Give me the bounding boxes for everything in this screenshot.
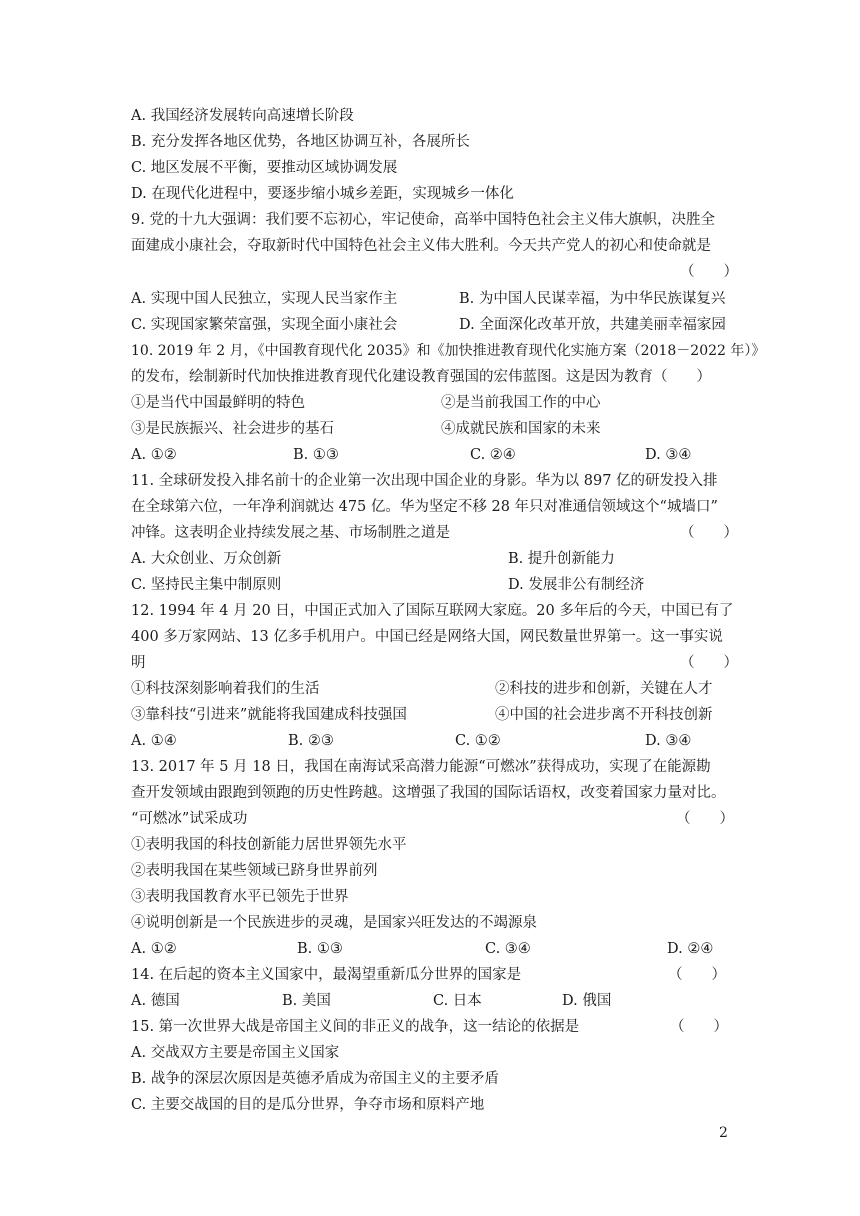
q14-answer-parentheses: （ ） — [668, 967, 726, 983]
q11-option-d: D. 发展非公有制经济 — [508, 577, 645, 593]
q10-statement-3: ③是民族振兴、社会进步的基石 — [131, 421, 334, 437]
q13-statement-3: ③表明我国教育水平已领先于世界 — [131, 889, 349, 905]
q12-stem-line-2: 400 多万家网站、13 亿多手机用户。中国已经是网络大国，网民数量世界第一。这一事实说 — [131, 629, 723, 645]
q14-option-c: C. 日本 — [433, 993, 482, 1009]
q9-answer-parentheses: （ ） — [680, 264, 738, 280]
q13-stem-line-3: “可燃冰”试采成功 — [131, 811, 248, 827]
q15-answer-parentheses: （ ） — [670, 1019, 728, 1035]
q14-option-d: D. 俄国 — [562, 993, 612, 1009]
q10-option-b: B. ①③ — [293, 447, 339, 463]
q13-option-c: C. ③④ — [485, 941, 531, 957]
q10-option-d: D. ③④ — [645, 447, 692, 463]
q13-option-b: B. ①③ — [297, 941, 343, 957]
q9-option-c: C. 实现国家繁荣富强，实现全面小康社会 — [131, 317, 398, 333]
q12-answer-parentheses: （ ） — [680, 655, 738, 671]
q12-stem-line-3: 明 — [131, 655, 146, 671]
q11-option-a: A. 大众创业、万众创新 — [131, 551, 282, 567]
q13-stem-line-2: 查开发领域由跟跑到领跑的历史性跨越。这增强了我国的国际话语权，改变着国家力量对比。 — [131, 785, 726, 801]
q11-stem-line-3: 冲锋。这表明企业持续发展之基、市场制胜之道是 — [131, 525, 450, 541]
q8-option-d: D. 在现代化进程中，要逐步缩小城乡差距，实现城乡一体化 — [131, 186, 514, 202]
q9-stem-line-1: 9. 党的十九大强调：我们要不忘初心，牢记使命，高举中国特色社会主义伟大旗帜，决胜全 — [131, 212, 715, 228]
page-number: 2 — [719, 1125, 728, 1141]
q11-stem-line-1: 11. 全球研发投入排名前十的企业第一次出现中国企业的身影。华为以 897 亿的研发投入排 — [131, 473, 718, 489]
q14-option-b: B. 美国 — [282, 993, 331, 1009]
q9-option-d: D. 全面深化改革开放，共建美丽幸福家园 — [459, 317, 726, 333]
q12-statement-2: ②科技的进步和创新，关键在人才 — [495, 681, 713, 697]
q13-option-a: A. ①② — [131, 941, 177, 957]
q15-option-a: A. 交战双方主要是帝国主义国家 — [131, 1045, 340, 1061]
q13-statement-4: ④说明创新是一个民族进步的灵魂，是国家兴旺发达的不竭源泉 — [131, 915, 537, 931]
q9-option-b: B. 为中国人民谋幸福，为中华民族谋复兴 — [459, 291, 726, 307]
q12-statement-3: ③靠科技“引进来”就能将我国建成科技强国 — [131, 707, 407, 723]
q8-option-c: C. 地区发展不平衡，要推动区域协调发展 — [131, 160, 398, 176]
q11-stem-line-2: 在全球第六位，一年净利润就达 475 亿。华为坚定不移 28 年只对准通信领域这个“城墙口” — [131, 499, 718, 515]
q13-stem-line-1: 13. 2017 年 5 月 18 日，我国在南海试采高潜力能源“可燃冰”获得成功，实现了在能源勘 — [131, 759, 711, 775]
q14-option-a: A. 德国 — [131, 993, 180, 1009]
q8-option-b: B. 充分发挥各地区优势，各地区协调互补，各展所长 — [131, 134, 470, 150]
q10-option-c: C. ②④ — [470, 447, 516, 463]
q12-option-d: D. ③④ — [645, 733, 692, 749]
q10-stem-line-1: 10. 2019 年 2 月，《中国教育现代化 2035》和《加快推进教育现代化实施方案（2018－2022 年）》 — [131, 343, 766, 359]
q15-stem: 15. 第一次世界大战是帝国主义间的非正义的战争，这一结论的依据是 — [131, 1019, 580, 1035]
q14-stem: 14. 在后起的资本主义国家中，最渴望重新瓜分世界的国家是 — [131, 967, 522, 983]
q15-option-c: C. 主要交战国的目的是瓜分世界，争夺市场和原料产地 — [131, 1097, 485, 1113]
q13-statement-2: ②表明我国在某些领域已跻身世界前列 — [131, 863, 378, 879]
q11-option-c: C. 坚持民主集中制原则 — [131, 577, 282, 593]
q8-option-a: A. 我国经济发展转向高速增长阶段 — [131, 108, 354, 124]
q12-statement-1: ①科技深刻影响着我们的生活 — [131, 681, 320, 697]
q12-option-c: C. ①② — [455, 733, 501, 749]
q15-option-b: B. 战争的深层次原因是英德矛盾成为帝国主义的主要矛盾 — [131, 1071, 499, 1087]
q12-stem-line-1: 12. 1994 年 4 月 20 日，中国正式加入了国际互联网大家庭。20 多年后的今天，中国已有了 — [131, 603, 734, 619]
q11-option-b: B. 提升创新能力 — [508, 551, 615, 567]
q9-option-a: A. 实现中国人民独立，实现人民当家作主 — [131, 291, 398, 307]
q10-statement-2: ②是当前我国工作的中心 — [441, 395, 601, 411]
q13-answer-parentheses: （ ） — [676, 811, 734, 827]
q10-option-a: A. ①② — [131, 447, 177, 463]
q9-stem-line-2: 面建成小康社会，夺取新时代中国特色社会主义伟大胜利。今天共产党人的初心和使命就是 — [131, 238, 711, 254]
q12-statement-4: ④中国的社会进步离不开科技创新 — [495, 707, 713, 723]
q13-statement-1: ①表明我国的科技创新能力居世界领先水平 — [131, 837, 407, 853]
q10-statement-4: ④成就民族和国家的未来 — [441, 421, 601, 437]
q11-answer-parentheses: （ ） — [680, 525, 738, 541]
q12-option-b: B. ②③ — [288, 733, 334, 749]
q12-option-a: A. ①④ — [131, 733, 177, 749]
q10-stem-line-2: 的发布，绘制新时代加快推进教育现代化建设教育强国的宏伟蓝图。这是因为教育（ ） — [131, 369, 711, 385]
q10-statement-1: ①是当代中国最鲜明的特色 — [131, 395, 305, 411]
q13-option-d: D. ②④ — [667, 941, 714, 957]
